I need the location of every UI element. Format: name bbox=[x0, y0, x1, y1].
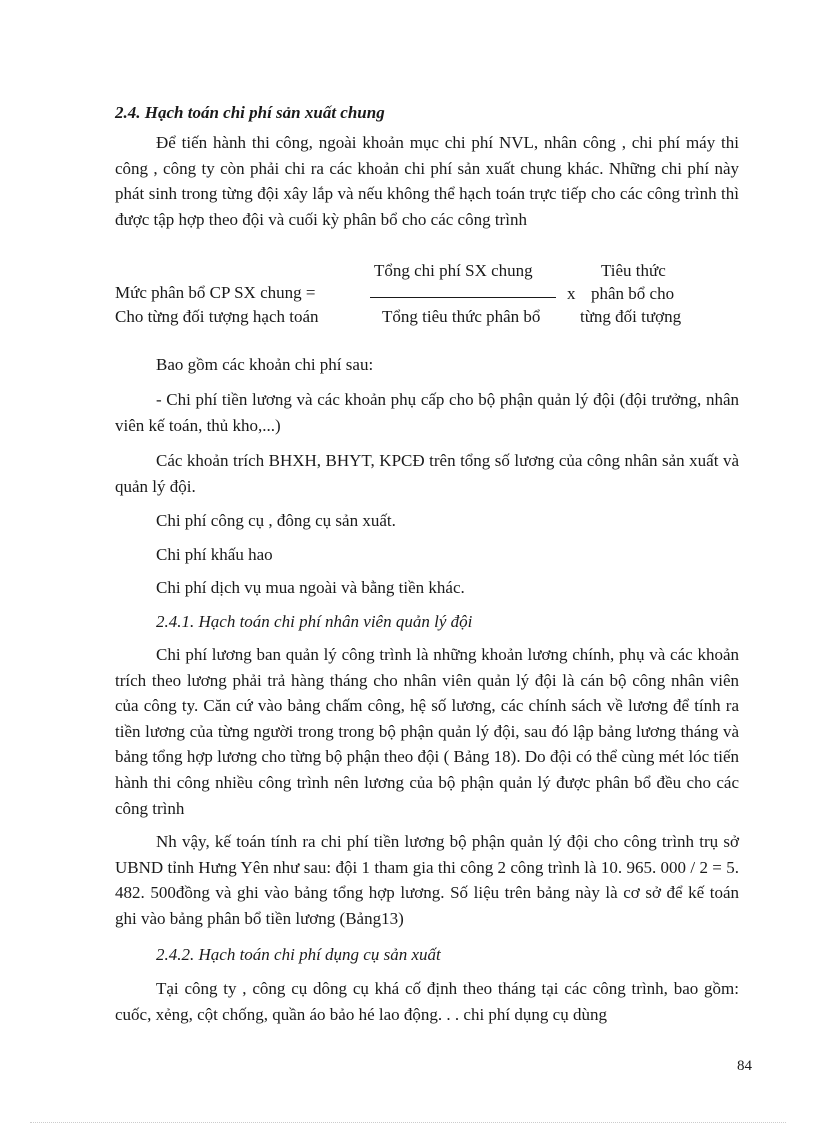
staff-cost-paragraph: Chi phí lương ban quản lý công trình là những khoản lương chính, phụ và các khoản trích theo lương phải trả hàng tháng cho nhân viên quản lý đội là cán bộ công nhân viên của công ty. Căn cứ vào bảng chấm công, hệ số lương, các chính sách về lương để tính ra tiền lương của từng người trong trong bộ phận quản lý đội, sau đó lập bảng lương tháng và bảng tổng hợp lương cho từng bộ phận theo đội ( Bảng 18). Do đội có thể cùng mét lóc tiến hành thi công nhiều công trình nên lương của bộ phận quản lý được phân bổ đều cho các công trình bbox=[115, 645, 739, 818]
formula-right-line-2: phân bổ cho bbox=[591, 284, 675, 303]
cost-item-2: Các khoản trích BHXH, BHYT, KPCĐ trên tổng số lương của công nhân sản xuất và quản lý đội. bbox=[115, 451, 739, 496]
cost-item-4: Chi phí khấu hao bbox=[156, 545, 273, 564]
formula-right-line-1: Tiêu thức bbox=[601, 261, 666, 280]
fraction-line bbox=[370, 297, 556, 298]
formula-right-line-3: từng đối tượng bbox=[580, 307, 682, 326]
formula-numerator: Tổng chi phí SX chung bbox=[374, 261, 533, 280]
formula-left-line-2: Cho từng đối tượng hạch toán bbox=[115, 307, 319, 326]
page-number: 84 bbox=[737, 1058, 752, 1074]
cost-item-1: - Chi phí tiền lương và các khoản phụ cấp cho bộ phận quản lý đội (đội trưởng, nhân viên kế toán, thủ kho,...) bbox=[115, 390, 739, 435]
section-heading-2-4-1: 2.4.1. Hạch toán chi phí nhân viên quản lý đội bbox=[156, 612, 473, 631]
cost-item-5: Chi phí dịch vụ mua ngoài và bằng tiền khác. bbox=[156, 578, 465, 597]
cost-item-3: Chi phí công cụ , đông cụ sản xuất. bbox=[156, 511, 396, 530]
formula-multiply-sign: x bbox=[567, 284, 576, 303]
intro-paragraph: Để tiến hành thi công, ngoài khoản mục chi phí NVL, nhân công , chi phí máy thi công , công ty còn phải chi ra các khoản chi phí sản xuất chung khác. Những chi phí này phát sinh trong từng đội xây lắp và nếu không thể hạch toán trực tiếp cho các công trình thì được tập hợp theo đội và cuối kỳ phân bổ cho các công trình bbox=[115, 133, 739, 229]
tools-cost-paragraph: Tại công ty , công cụ dông cụ khá cố định theo tháng tại các công trình, bao gồm: cuốc, xẻng, cột chống, quần áo bảo hé lao động. . . chi phí dụng cụ dùng bbox=[115, 979, 739, 1024]
formula-denominator: Tổng tiêu thức phân bổ bbox=[382, 307, 541, 326]
salary-calculation-paragraph: Nh vậy, kế toán tính ra chi phí tiền lương bộ phận quản lý đội cho công trình trụ sở UBND tỉnh Hưng Yên như sau: đội 1 tham gia thi công 2 công trình là 10. 965. 000 / 2 = 5. 482. 500đồng và ghi vào bảng tổng hợp lương. Số liệu trên bảng này là cơ sở để kế toán ghi vào bảng phân bổ tiền lương (Bảng13) bbox=[115, 832, 739, 928]
section-heading-2-4: 2.4. Hạch toán chi phí sản xuất chung bbox=[115, 103, 385, 122]
cost-list-intro: Bao gồm các khoản chi phí sau: bbox=[156, 355, 374, 374]
allocation-formula bbox=[115, 260, 739, 332]
section-heading-2-4-2: 2.4.2. Hạch toán chi phí dụng cụ sản xuất bbox=[156, 945, 441, 964]
formula-left-line-1: Mức phân bổ CP SX chung = bbox=[115, 283, 316, 302]
